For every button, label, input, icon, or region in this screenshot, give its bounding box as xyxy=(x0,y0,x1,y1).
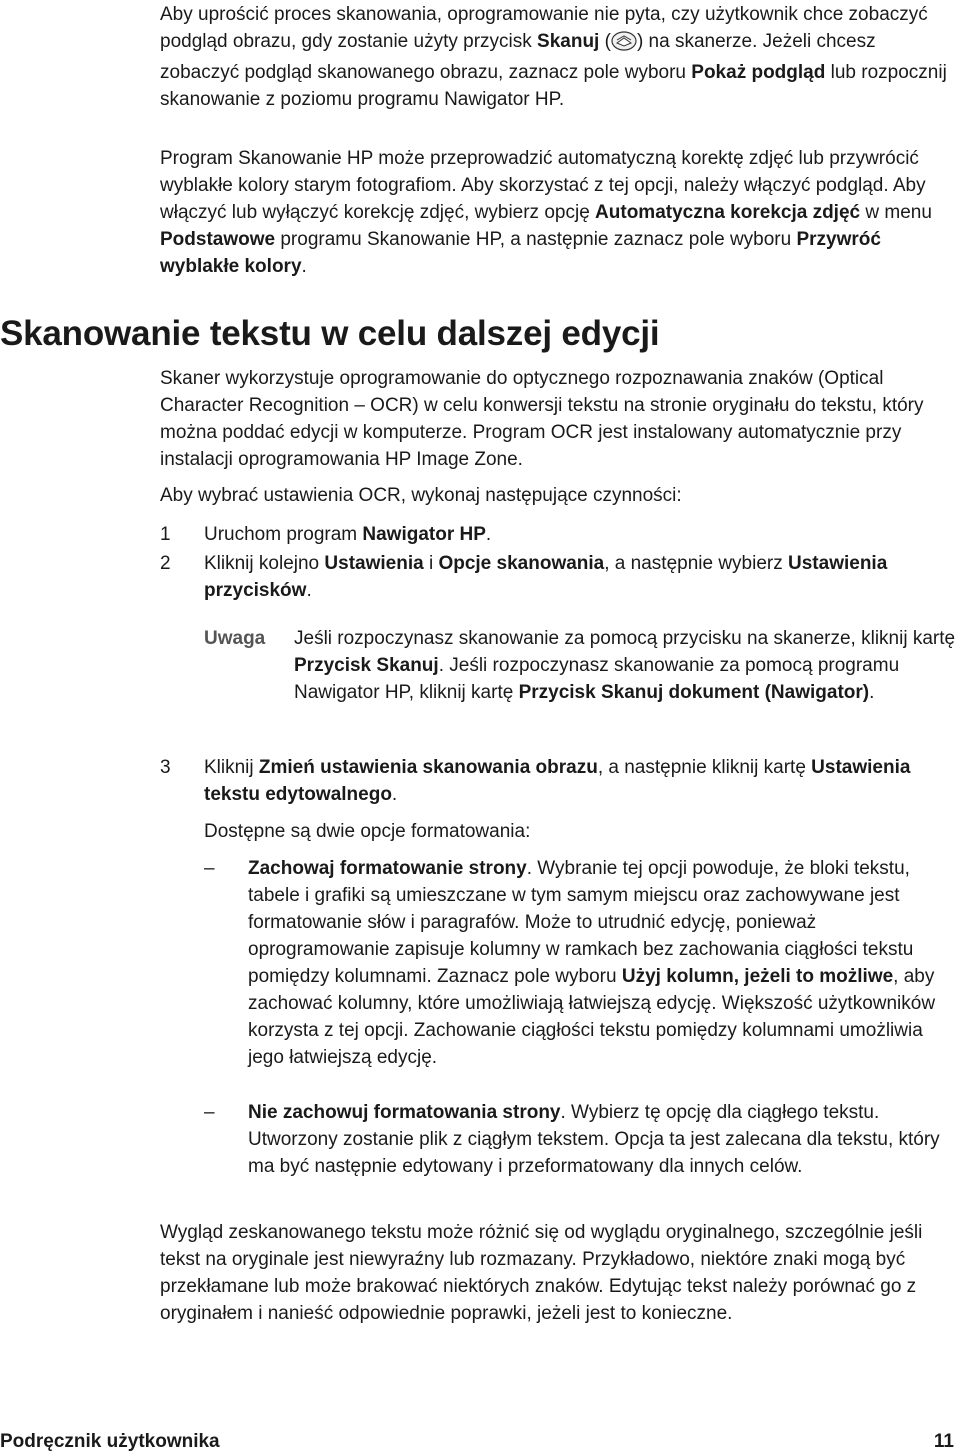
section-heading: Skanowanie tekstu w celu dalszej edycji xyxy=(0,314,660,353)
step-number: 2 xyxy=(160,553,171,574)
option-text: Nie zachowuj formatowania strony. Wybierz tę opcję dla ciągłego tekstu. Utworzony zostanie plik z ciągłym tekstem. Opcja ta jest zalecana dla tekstu, który ma być następnie edytowany i przeformatowany dla innych celów. xyxy=(248,1102,940,1177)
footer-title: Podręcznik użytkownika xyxy=(0,1431,220,1452)
dash-bullet: – xyxy=(204,858,215,879)
step-text: Kliknij kolejno Ustawienia i Opcje skanowania, a następnie wybierz Ustawienia przycisków. xyxy=(204,553,888,601)
step-number: 3 xyxy=(160,757,171,778)
section-paragraph-1: Skaner wykorzystuje oprogramowanie do optycznego rozpoznawania znaków (Optical Character Recognition – OCR) w celu konwersji tekstu na stronie oryginału do tekstu, który można poddać edycji w komputerze. Program OCR jest instalowany automatycznie przy instalacji oprogramowania HP Image Zone. xyxy=(160,368,924,470)
scan-button-icon xyxy=(611,31,637,59)
dash-bullet: – xyxy=(204,1102,215,1123)
step-number: 1 xyxy=(160,524,171,545)
note-label: Uwaga xyxy=(204,628,266,649)
intro-paragraph-2-text: Program Skanowanie HP może przeprowadzić automatyczną korektę zdjęć lub przywrócić wyblakłe kolory starym fotografiom. Aby skorzystać z tej opcji, należy włączyć podgląd. Aby włączyć lub wyłączyć korekcję zdjęć, wybierz opcję Automatyczna korekcja zdjęć w menu Podstawowe programu Skanowanie HP, a następnie zaznacz pole wyboru Przywróć wyblakłe kolory. xyxy=(160,148,932,277)
intro-paragraph-1 xyxy=(160,1,955,113)
note-text: Jeśli rozpoczynasz skanowanie za pomocą przycisku na skanerze, kliknij kartę Przycisk Skanuj. Jeśli rozpoczynasz skanowanie za pomocą programu Nawigator HP, kliknij kartę Przycisk Skanuj dokument (Nawigator). xyxy=(294,628,956,703)
intro-paragraph-2 xyxy=(160,145,955,280)
options-intro: Dostępne są dwie opcje formatowania: xyxy=(204,821,531,842)
section-paragraph-3: Wygląd zeskanowanego tekstu może różnić się od wyglądu oryginalnego, szczególnie jeśli tekst na oryginale jest niewyraźny lub rozmazany. Przykładowo, niektóre znaki mogą być przekłamane lub może brakować niektórych znaków. Edytując tekst należy porównać go z oryginałem i nanieść odpowiednie poprawki, jeżeli jest to konieczne. xyxy=(160,1222,923,1324)
section-paragraph-2: Aby wybrać ustawienia OCR, wykonaj następujące czynności: xyxy=(160,485,682,506)
option-text: Zachowaj formatowanie strony. Wybranie tej opcji powoduje, że bloki tekstu, tabele i grafiki są umieszczane w tym samym miejscu oraz zachowywane jest formatowanie słów i paragrafów. Może to utrudnić edycję, ponieważ oprogramowanie zapisuje kolumny w ramkach bez zachowania ciągłości tekstu pomiędzy kolumnami. Zaznacz pole wyboru Użyj kolumn, jeżeli to możliwe, aby zachować kolumny, które umożliwiają łatwiejszą edycję. Większość użytkowników korzysta z tej opcji. Zachowanie ciągłości tekstu pomiędzy kolumnami umożliwia jego łatwiejszą edycję. xyxy=(248,858,936,1068)
intro-paragraph-1-text: Aby uprościć proces skanowania, oprogramowanie nie pyta, czy użytkownik chce zobaczyć podgląd obrazu, gdy zostanie użyty przycisk Skanuj ( ) na skanerze. Jeżeli chcesz zobaczyć podgląd skanowanego obrazu, zaznacz pole wyboru Pokaż podgląd lub rozpocznij skanowanie z poziomu programu Nawigator HP. xyxy=(160,4,947,110)
page-number: 11 xyxy=(933,1431,954,1452)
page-footer xyxy=(0,1428,954,1455)
step-text: Kliknij Zmień ustawienia skanowania obrazu, a następnie kliknij kartę Ustawienia tekstu edytowalnego. xyxy=(204,757,911,805)
step-text: Uruchom program Nawigator HP. xyxy=(204,524,492,545)
